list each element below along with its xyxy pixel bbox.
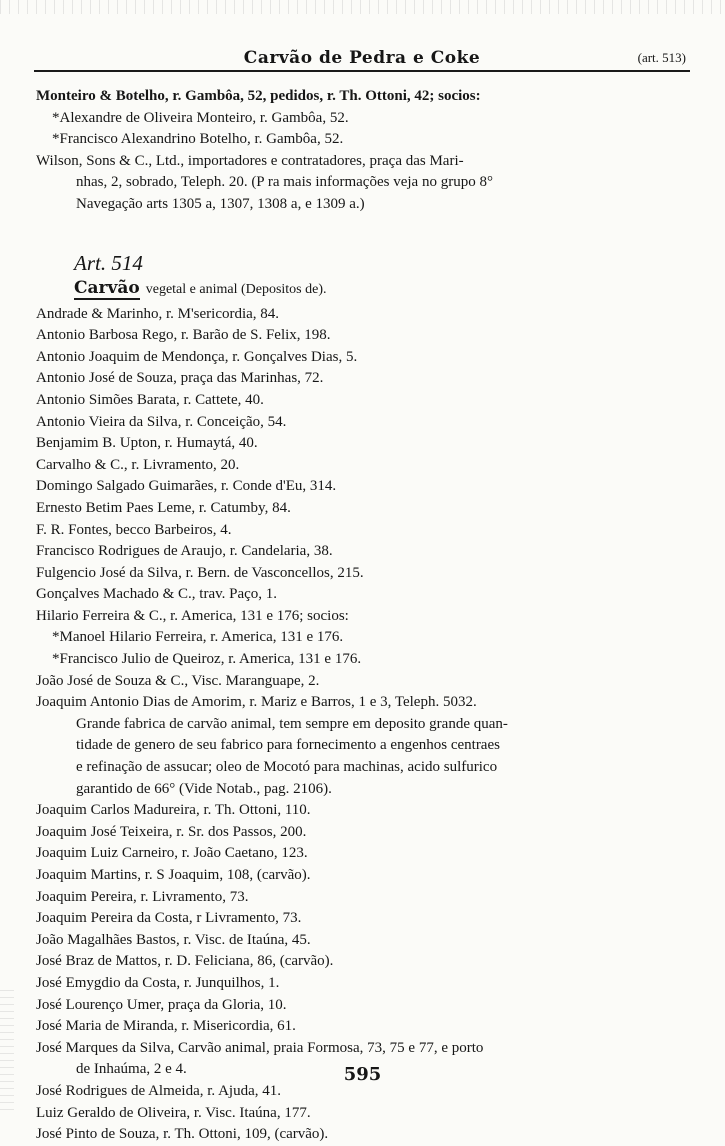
directory-entry-line: João Magalhães Bastos, r. Visc. de Itaúna, 45. xyxy=(36,931,311,948)
directory-entry-line: Antonio Joaquim de Mendonça, r. Gonçalves Dias, 5. xyxy=(36,348,358,365)
directory-entry-line: Carvalho & C., r. Livramento, 20. xyxy=(36,456,240,473)
top-entry-list xyxy=(36,86,680,216)
article-heading: Art. 514 xyxy=(74,250,143,275)
directory-entry-line: Antonio Vieira da Silva, r. Conceição, 54. xyxy=(36,413,287,430)
directory-entry-line: Navegação arts 1305 a, 1307, 1308 a, e 1309 a.) xyxy=(76,195,365,212)
directory-entry-line: José Rodrigues de Almeida, r. Ajuda, 41. xyxy=(36,1082,281,1099)
directory-entry-line: Wilson, Sons & C., Ltd., importadores e contratadores, praça das Mari- xyxy=(36,152,464,169)
directory-entry-line: *Alexandre de Oliveira Monteiro, r. Gambôa, 52. xyxy=(52,109,349,126)
header-article-ref: (art. 513) xyxy=(637,50,686,65)
category-title: Carvão xyxy=(74,277,140,298)
directory-entry-line: *Manoel Hilario Ferreira, r. America, 131 e 176. xyxy=(52,629,344,646)
directory-entry-line: Fulgencio José da Silva, r. Bern. de Vasconcellos, 215. xyxy=(36,564,364,581)
directory-entry-line: Antonio José de Souza, praça das Marinhas, 72. xyxy=(36,370,324,387)
directory-entry-line: Joaquim Martins, r. S Joaquim, 108, (carvão). xyxy=(36,867,311,883)
directory-entry-line: de Inhaúma, 2 e 4. xyxy=(76,1061,187,1078)
directory-entry-line: Luiz Geraldo de Oliveira, r. Visc. Itaúna, 177. xyxy=(36,1104,311,1121)
directory-entry-line: e refinação de assucar; oleo de Mocotó para machinas, acido sulfurico xyxy=(76,759,498,776)
directory-entry-line: José Maria de Miranda, r. Misericordia, 61. xyxy=(36,1018,296,1035)
directory-entry-line: João José de Souza & C., Visc. Maranguape, 2. xyxy=(36,672,320,689)
directory-entry-line: Joaquim José Teixeira, r. Sr. dos Passos, 200. xyxy=(36,823,307,840)
directory-entry-line: Francisco Rodrigues de Araujo, r. Candelaria, 38. xyxy=(36,543,333,560)
section-gap xyxy=(36,216,680,250)
directory-entry-line: Benjamim B. Upton, r. Humaytá, 40. xyxy=(36,435,258,452)
entries-column xyxy=(36,86,680,1146)
directory-entry-line: Monteiro & Botelho, r. Gambôa, 52, pedidos, r. Th. Ottoni, 42; socios: xyxy=(36,88,481,104)
directory-entry-line: Antonio Barbosa Rego, r. Barão de S. Felix, 198. xyxy=(36,327,331,344)
directory-entry-line: Domingo Salgado Guimarães, r. Conde d'Eu, 314. xyxy=(36,478,337,495)
directory-entry-line: Joaquim Pereira da Costa, r Livramento, 73. xyxy=(36,910,302,927)
directory-entry-line: Andrade & Marinho, r. M'sericordia, 84. xyxy=(36,305,280,322)
main-entry-list xyxy=(36,304,680,1146)
directory-entry-line: F. R. Fontes, becco Barbeiros, 4. xyxy=(36,521,232,538)
directory-entry-line: nhas, 2, sobrado, Teleph. 20. (P ra mais informações veja no grupo 8° xyxy=(76,174,493,191)
directory-entry-line: José Pinto de Souza, r. Th. Ottoni, 109, (carvão). xyxy=(36,1126,329,1143)
directory-entry-line: Grande fabrica de carvão animal, tem sempre em deposito grande quan- xyxy=(76,715,508,732)
directory-entry-line: tidade de genero de seu fabrico para fornecimento a engenhos centraes xyxy=(76,737,500,754)
directory-entry-line: garantido de 66° (Vide Notab., pag. 2106). xyxy=(76,780,332,797)
scan-noise-top xyxy=(0,0,725,14)
category-subtitle: vegetal e animal (Depositos de). xyxy=(145,281,327,297)
directory-entry-line: *Francisco Alexandrino Botelho, r. Gambôa, 52. xyxy=(52,131,344,148)
scan-noise-edge xyxy=(0,990,14,1110)
directory-entry-line: Joaquim Pereira, r. Livramento, 73. xyxy=(36,888,249,905)
header-title: Carvão de Pedra e Coke xyxy=(243,48,481,68)
directory-entry-line: Gonçalves Machado & C., trav. Paço, 1. xyxy=(36,586,278,603)
directory-entry-line: Hilario Ferreira & C., r. America, 131 e 176; socios: xyxy=(36,607,349,624)
directory-entry-line: Joaquim Antonio Dias de Amorim, r. Mariz e Barros, 1 e 3, Teleph. 5032. xyxy=(36,694,477,711)
directory-entry-line: Joaquim Carlos Madureira, r. Th. Ottoni, 110. xyxy=(36,802,311,819)
directory-entry-line: José Braz de Mattos, r. D. Feliciana, 86, (carvão). xyxy=(36,953,334,970)
running-header xyxy=(34,44,690,72)
directory-entry-line: *Francisco Julio de Queiroz, r. America, 131 e 176. xyxy=(52,651,362,668)
directory-entry-line: José Lourenço Umer, praça da Gloria, 10. xyxy=(36,996,287,1013)
page-number: 595 xyxy=(343,1064,382,1085)
directory-entry-line: José Marques da Silva, Carvão animal, praia Formosa, 73, 75 e 77, e porto xyxy=(36,1039,484,1056)
directory-entry-line: Ernesto Betim Paes Leme, r. Catumby, 84. xyxy=(36,499,291,516)
directory-entry-line: Antonio Simões Barata, r. Cattete, 40. xyxy=(36,391,264,408)
directory-entry-line: Joaquim Luiz Carneiro, r. João Caetano, 123. xyxy=(36,845,308,862)
category-heading xyxy=(36,276,680,302)
directory-entry-line: José Emygdio da Costa, r. Junquilhos, 1. xyxy=(36,974,280,991)
